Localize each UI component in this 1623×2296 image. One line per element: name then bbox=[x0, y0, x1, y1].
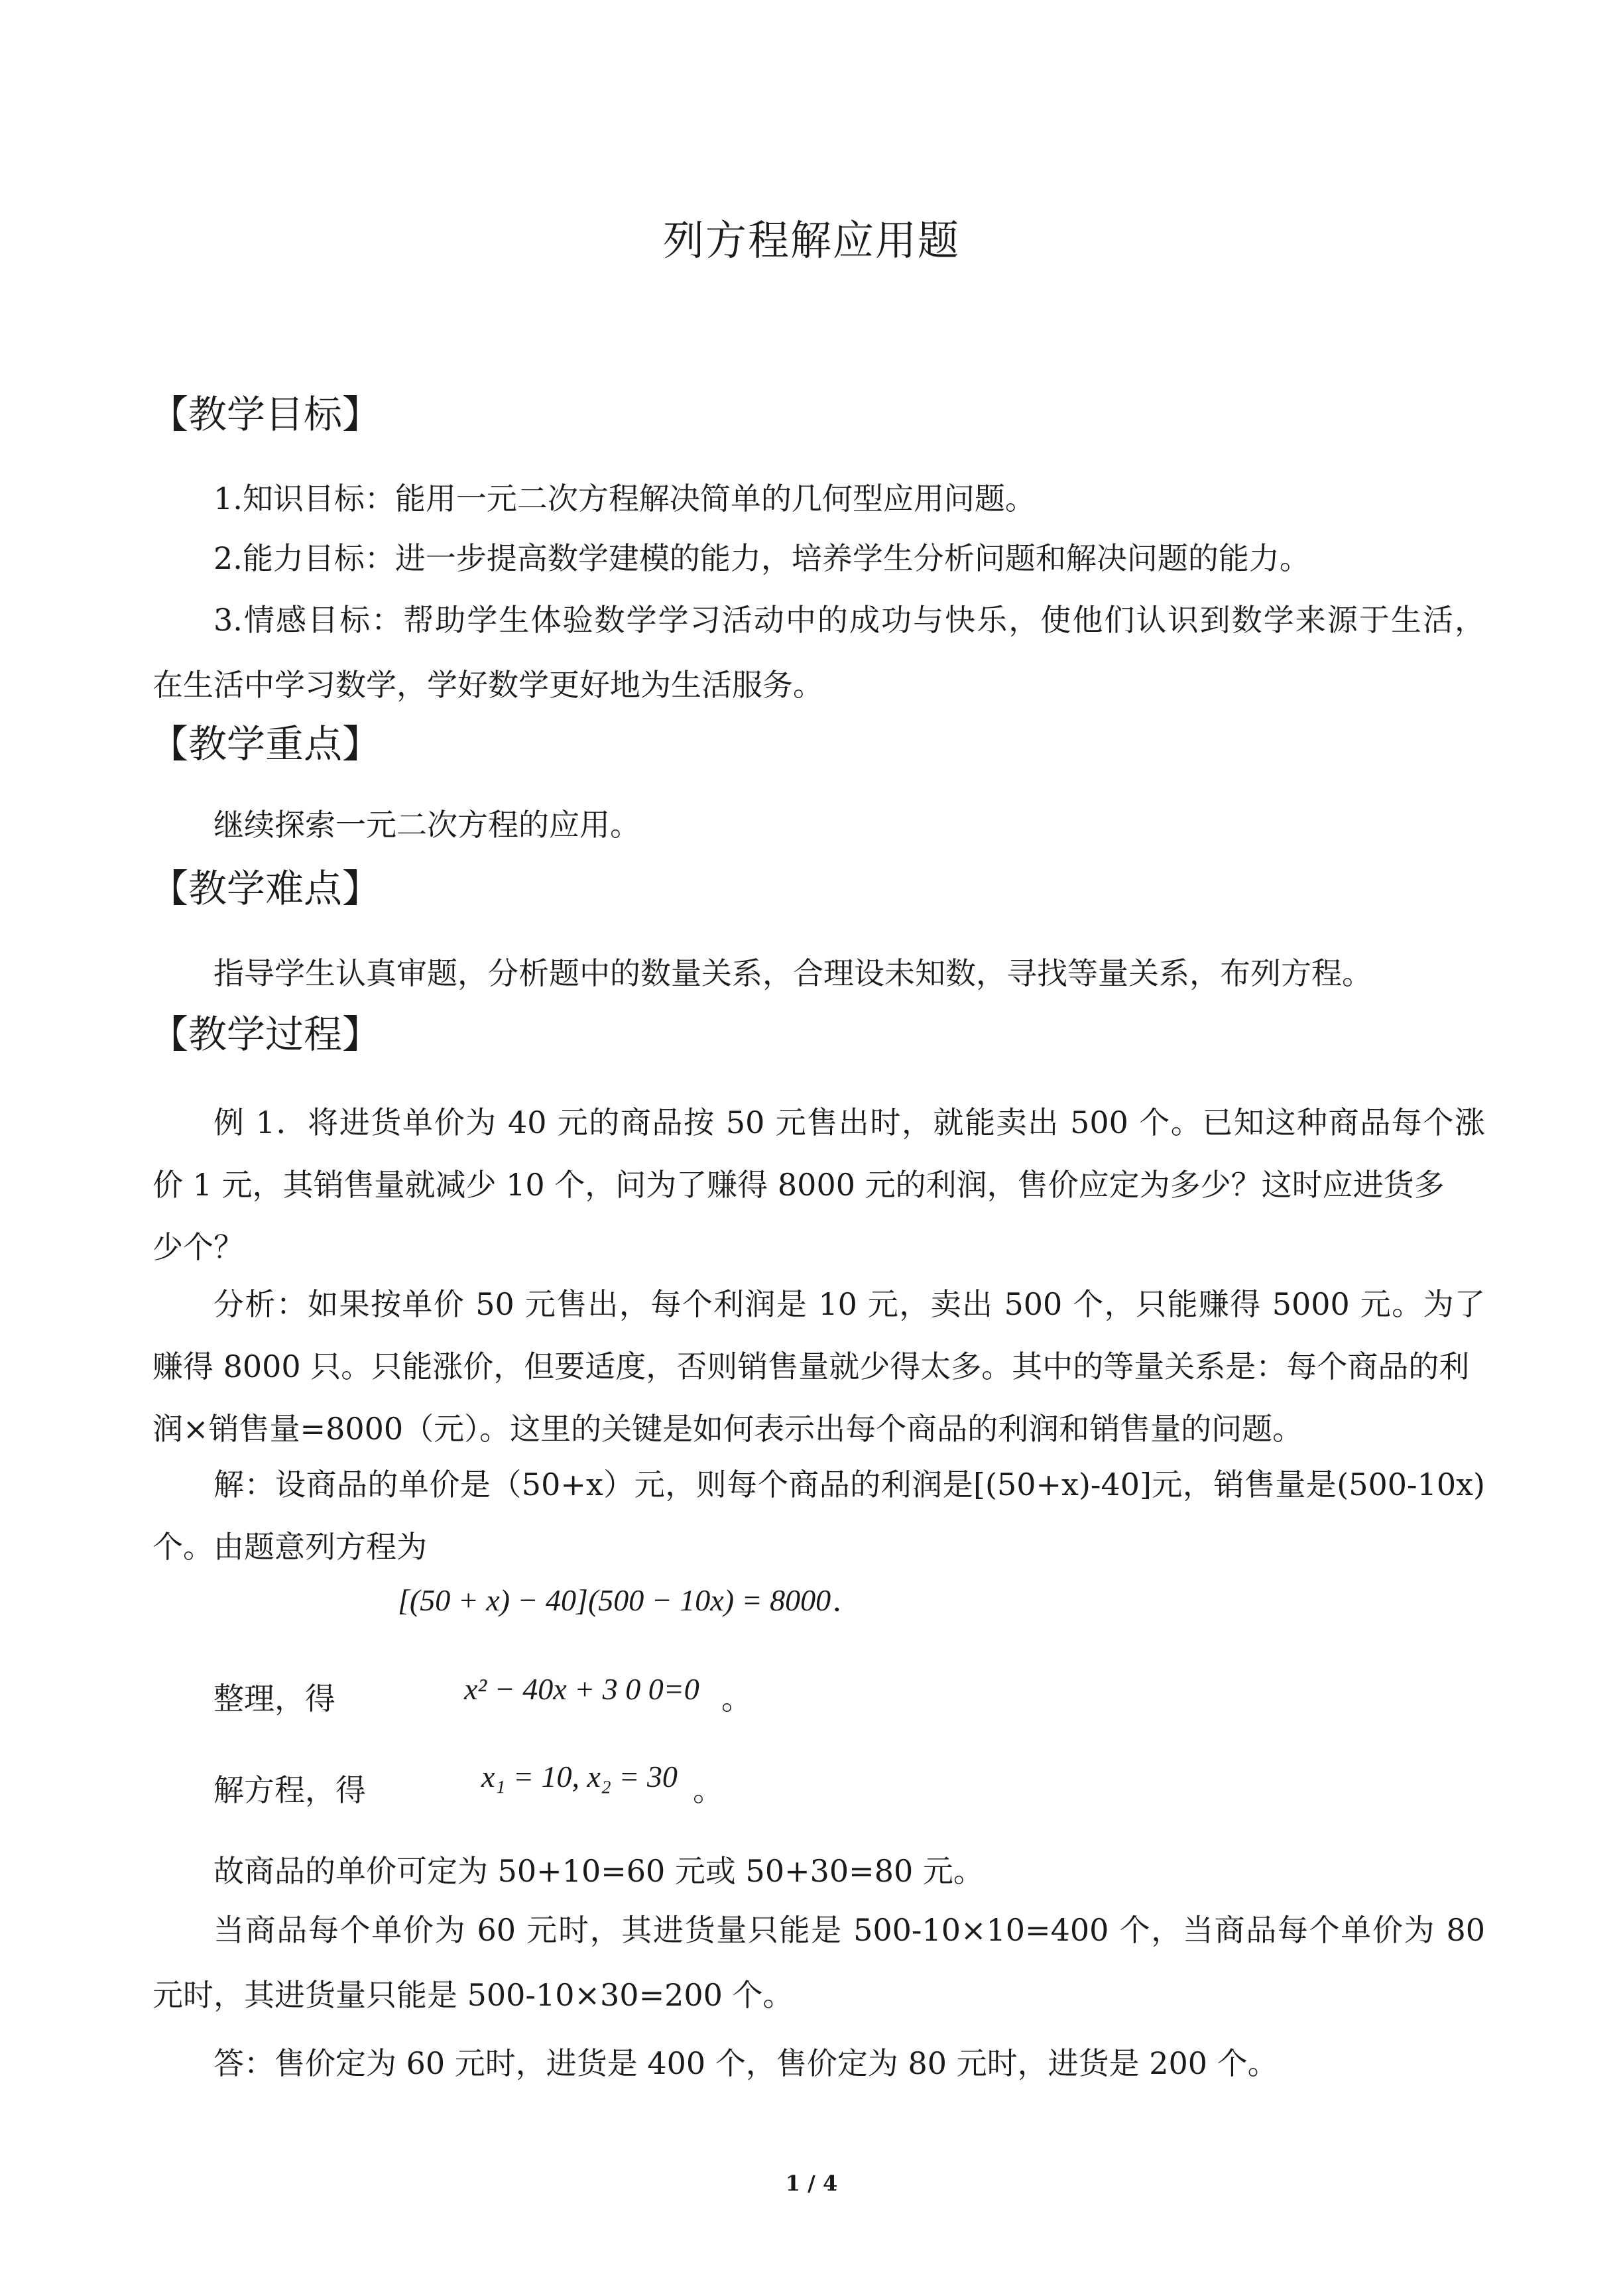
analysis bbox=[152, 1273, 1485, 1460]
solve-label: 解方程，得 bbox=[213, 1772, 366, 1808]
solution-line-2: 个。由题意列方程为 bbox=[152, 1529, 427, 1565]
solution-line-1: 解：设商品的单价是（50+x）元，则每个商品的利润是[(50+x)-40]元，销售量是(500-10x) bbox=[213, 1467, 1485, 1502]
example-1 bbox=[152, 1091, 1485, 1278]
objective-item-1: 1.知识目标：能用一元二次方程解决简单的几何型应用问题。 bbox=[213, 481, 1036, 516]
conclusion-text: 故商品的单价可定为 50+10=60 元或 50+30=80 元。 bbox=[213, 1853, 984, 1889]
simplify-label: 整理，得 bbox=[213, 1681, 335, 1717]
example-1-rest: 价 1 元，其销售量就减少 10 个，问为了赚得 8000 元的利润，售价应定为多少？这时应进货多少个？ bbox=[152, 1167, 1445, 1265]
page-title: 列方程解应用题 bbox=[662, 216, 960, 265]
simplified-equation: x² − 40x + 3 0 0=0 bbox=[464, 1672, 699, 1706]
simplified-equation-punct: 。 bbox=[721, 1681, 752, 1717]
analysis-rest: 赚得 8000 只。只能涨价，但要适度，否则销售量就少得太多。其中的等量关系是：每个商品的利润×销售量=8000（元）。这里的关键是如何表示出每个商品的利润和销售量的问题。 bbox=[152, 1349, 1470, 1447]
solution bbox=[152, 1453, 1485, 1578]
heading-key-points: 【教学重点】 bbox=[150, 721, 381, 766]
heading-objectives: 【教学目标】 bbox=[150, 392, 381, 437]
objective-item-3-line-1: 3.情感目标：帮助学生体验数学学习活动中的成功与快乐，使他们认识到数学来源于生活， bbox=[213, 602, 1485, 638]
objective-item-2: 2.能力目标：进一步提高数学建模的能力，培养学生分析问题和解决问题的能力。 bbox=[213, 540, 1310, 576]
page-number: 1 / 4 bbox=[785, 2171, 838, 2196]
stock-line-1: 当商品每个单价为 60 元时，其进货量只能是 500-10×10=400 个，当商品每个单价为 80 bbox=[213, 1912, 1485, 1948]
key-points-text: 继续探索一元二次方程的应用。 bbox=[213, 807, 640, 843]
analysis-line-1: 分析：如果按单价 50 元售出，每个利润是 10 元，卖出 500 个，只能赚得 5000 元。为了 bbox=[213, 1286, 1485, 1322]
main-equation-period: . bbox=[832, 1583, 842, 1618]
objective-item-3-line-2: 在生活中学习数学，学好数学更好地为生活服务。 bbox=[152, 667, 823, 703]
stock-line-2: 元时，其进货量只能是 500-10×30=200 个。 bbox=[152, 1977, 794, 2013]
objective-item-3 bbox=[152, 587, 1485, 717]
roots-equation-punct: 。 bbox=[693, 1772, 723, 1808]
stock-text bbox=[152, 1898, 1485, 2027]
heading-difficulties: 【教学难点】 bbox=[150, 866, 381, 911]
heading-process: 【教学过程】 bbox=[150, 1012, 381, 1057]
roots-equation: x₁ = 10, x₂ = 30 bbox=[481, 1760, 678, 1793]
example-1-line-1: 例 1．将进货单价为 40 元的商品按 50 元售出时，就能卖出 500 个。已知这种商品每个涨 bbox=[213, 1105, 1485, 1140]
answer-text: 答：售价定为 60 元时，进货是 400 个，售价定为 80 元时，进货是 200 个。 bbox=[213, 2045, 1278, 2081]
main-equation: [(50 + x) − 40](500 − 10x) = 8000 bbox=[398, 1583, 831, 1617]
difficulties-text: 指导学生认真审题，分析题中的数量关系，合理设未知数，寻找等量关系，布列方程。 bbox=[213, 955, 1372, 991]
